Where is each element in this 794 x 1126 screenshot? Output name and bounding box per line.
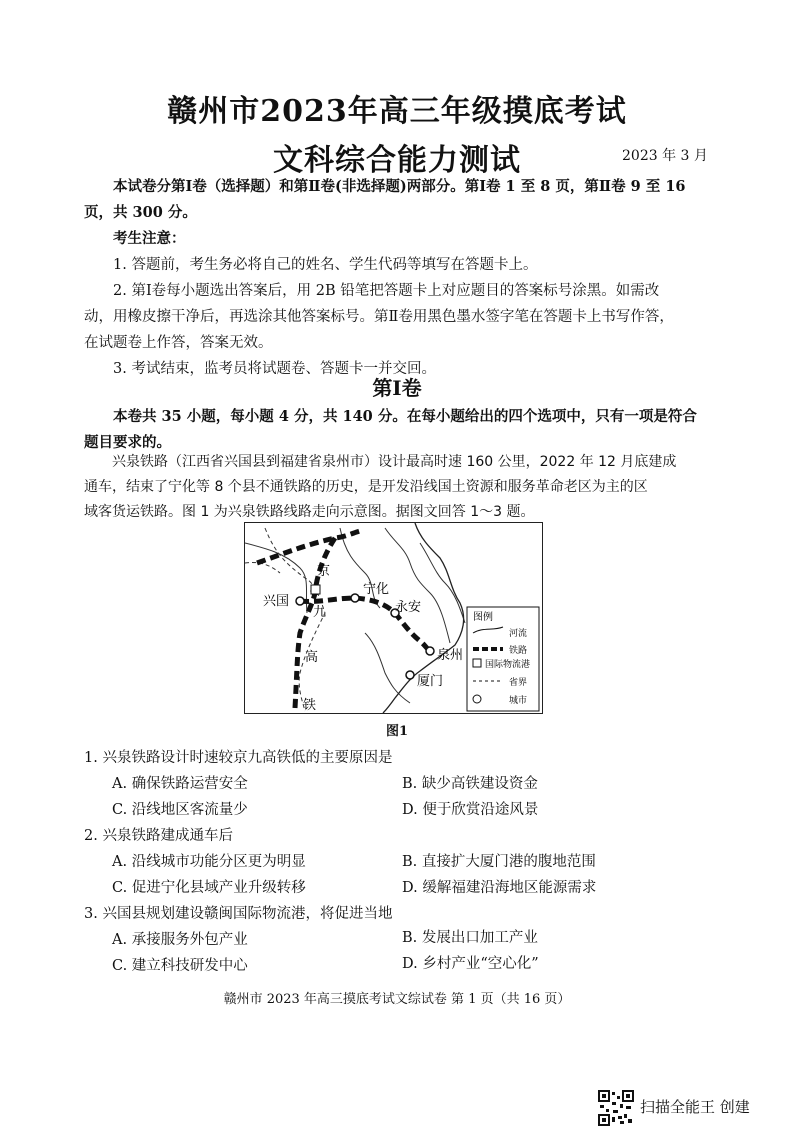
river-4 [365, 633, 410, 703]
notice-item-2-line-3: 在试题卷上作答，答案无效。 [84, 335, 273, 351]
label-yongan: 永安 [395, 600, 422, 615]
notice-heading: 考生注意： [113, 230, 186, 247]
question-3-stem: 3. 兴国县规划建设赣闽国际物流港，将促进当地 [84, 906, 393, 922]
exam-date: 2023 年 3 月 [622, 148, 708, 164]
label-jing: 京 [317, 564, 331, 579]
question-1-option-b[interactable]: B. 缺少高铁建设资金 [402, 776, 538, 792]
question-1-option-a[interactable]: A. 确保铁路运营安全 [112, 776, 248, 792]
label-ninghua: 宁化 [363, 582, 390, 597]
intro-line-1: 本试卷分第Ⅰ卷（选择题）和第Ⅱ卷(非选择题)两部分。第Ⅰ卷 1 至 8 页，第Ⅱ卷 9 至 16 [113, 178, 686, 195]
jingjiu-railway-north [257, 531, 360, 563]
notice-item-2-line-1: 2. 第Ⅰ卷每小题选出答案后，用 2B 铅笔把答题卡上对应题目的答案标号涂黑。如需改 [113, 283, 660, 299]
question-3-option-c[interactable]: C. 建立科技研发中心 [112, 958, 248, 974]
legend-border-label: 省界 [509, 678, 528, 688]
city-quanzhou [426, 647, 434, 655]
question-3-option-b[interactable]: B. 发展出口加工产业 [402, 930, 538, 946]
legend-title: 图例 [473, 612, 493, 623]
qr-code-icon [598, 1090, 634, 1126]
port-icon [311, 585, 320, 594]
question-2-option-d[interactable]: D. 缓解福建沿海地区能源需求 [402, 880, 597, 896]
legend-railway-label: 铁路 [509, 646, 528, 656]
scanner-watermark: 扫描全能王 创建 [640, 1098, 750, 1116]
question-2-stem: 2. 兴泉铁路建成通车后 [84, 828, 233, 844]
legend-port-label: 国际物流港 [485, 660, 531, 670]
passage-line-3: 域客货运铁路。图 1 为兴泉铁路线路走向示意图。据图文回答 1～3 题。 [84, 504, 535, 520]
label-xingguo: 兴国 [263, 594, 290, 609]
question-3-option-d[interactable]: D. 乡村产业“空心化” [402, 956, 539, 972]
intro-line-2: 页，共 300 分。 [84, 204, 197, 221]
notice-item-1: 1. 答题前，考生务必将自己的姓名、学生代码等填写在答题卡上。 [113, 257, 538, 273]
river-3 [385, 528, 450, 643]
notice-item-2-line-2: 动，用橡皮擦干净后，再选涂其他答案标号。第Ⅱ卷用黑色墨水签字笔在答题卡上书写作答， [84, 309, 674, 325]
label-jiu: 九 [313, 605, 327, 620]
label-gao: 高 [305, 650, 319, 665]
province-border-2 [245, 562, 280, 573]
label-tie: 铁 [303, 698, 317, 713]
label-xiamen: 厦门 [417, 674, 444, 689]
city-ninghua [351, 594, 359, 602]
notice-item-3: 3. 考试结束，监考员将试题卷、答题卡一并交回。 [113, 361, 436, 377]
question-1-stem: 1. 兴泉铁路设计时速较京九高铁低的主要原因是 [84, 750, 393, 766]
legend-city-label: 城市 [509, 696, 528, 706]
city-xingguo [296, 597, 304, 605]
figure-caption: 图1 [385, 724, 409, 739]
exam-subtitle: 文科综合能力测试 [273, 143, 521, 178]
question-2-option-a[interactable]: A. 沿线城市功能分区更为明显 [112, 854, 306, 870]
railway-map-svg [245, 523, 542, 713]
railway-map [244, 522, 543, 714]
river-5 [420, 543, 465, 623]
question-1-option-c[interactable]: C. 沿线地区客流量少 [112, 802, 248, 818]
section-desc-line-2: 题目要求的。 [84, 434, 171, 451]
legend-river-label: 河流 [509, 629, 528, 639]
legend-city-symbol [473, 695, 481, 703]
exam-title: 赣州市2023年高三年级摸底考试 [167, 94, 627, 129]
section-title: 第Ⅰ卷 [372, 376, 422, 400]
passage-line-1: 兴泉铁路（江西省兴国县到福建省泉州市）设计最高时速 160 公里，2022 年 12 月底建成 [112, 454, 677, 470]
question-1-option-d[interactable]: D. 便于欣赏沿途风景 [402, 802, 539, 818]
legend-port-symbol [473, 659, 481, 667]
label-quanzhou: 泉州 [437, 648, 464, 663]
question-3-option-a[interactable]: A. 承接服务外包产业 [112, 932, 248, 948]
section-desc-line-1: 本卷共 35 小题，每小题 4 分，共 140 分。在每小题给出的四个选项中，只有一项是符合 [113, 408, 697, 425]
passage-line-2: 通车，结束了宁化等 8 个县不通铁路的历史，是开发沿线国土资源和服务革命老区为主的区 [84, 479, 648, 495]
question-2-option-c[interactable]: C. 促进宁化县域产业升级转移 [112, 880, 306, 896]
question-2-option-b[interactable]: B. 直接扩大厦门港的腹地范围 [402, 854, 596, 870]
city-xiamen [406, 671, 414, 679]
page-footer: 赣州市 2023 年高三摸底考试文综试卷 第 1 页（共 16 页） [223, 992, 571, 1007]
